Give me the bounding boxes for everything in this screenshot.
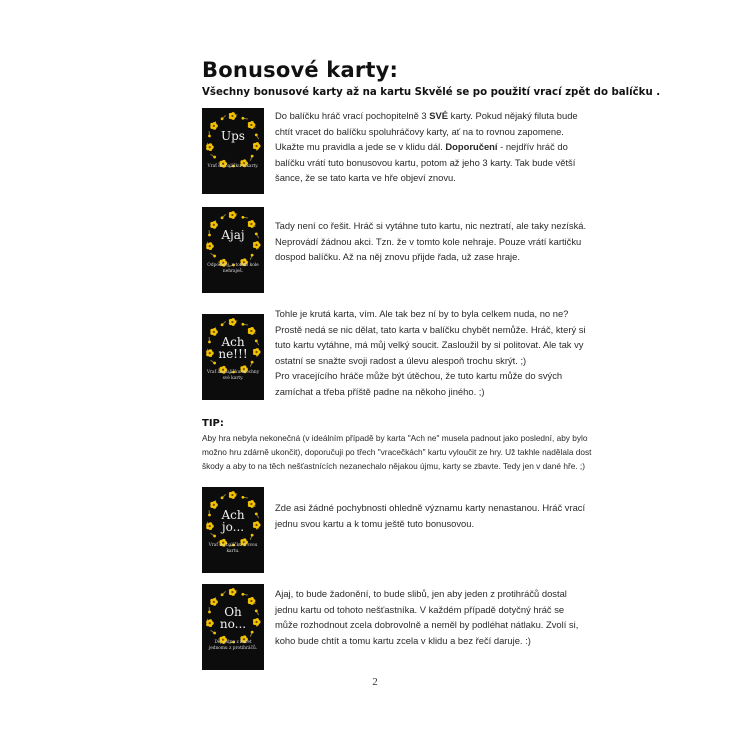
card-caption: Vrať do balíčku 4 karty. bbox=[207, 164, 259, 169]
bonus-card-ach-jo bbox=[202, 487, 264, 573]
paragraph: Tady není co řešit. Hráč si vytáhne tuto kartu, nic neztratí, ale taky nezíská. Neprovádí žádnou akci. Tzn. že v tomto kole nehraje. Pouze vrátí kartičku dospod balíčku. Až na něj znovu přijde řada, už zase hraje. bbox=[275, 220, 587, 263]
flower-wreath-icon bbox=[202, 207, 264, 293]
text-run: karty. Pokud nějaký filuta bude chtít vracet do balíčku spoluhráčovy karty, ať na to rovnou zapomene. Ukažte mu pravidla a jede se v klidu dál. bbox=[275, 110, 578, 153]
card-title: Ajaj bbox=[221, 228, 245, 242]
card-caption: Vrať do balíčku 1 svou kartu. bbox=[208, 543, 258, 554]
bonus-card-oh-no bbox=[202, 584, 264, 670]
page-number: 2 bbox=[372, 676, 378, 688]
text-run: - nejdřív hráč do balíčku vrátí tuto bonusovou kartu, potom až jeho 3 karty. Tak bude větší šance, že se tato karta ve hře objeví znovu. bbox=[275, 141, 576, 184]
text-run: Do balíčku hráč vrací pochopitelně 3 bbox=[275, 110, 430, 121]
tip-label: TIP: bbox=[202, 418, 224, 429]
card-title: Ach ne!!! bbox=[218, 335, 248, 361]
text-emphasis: Doporučení bbox=[445, 141, 498, 153]
card-caption: Vrať do balíčku všechny své karty. bbox=[206, 370, 260, 381]
paragraph: Pro vracejícího hráče může být útěchou, že tuto kartu může do svých zamíchat a třeba příště padne na někoho jiného. ;) bbox=[275, 370, 563, 397]
card-title: Oh no... bbox=[219, 605, 247, 631]
page-subtitle: Všechny bonusové karty až na kartu Skvělé se po použití vrací zpět do balíčku . bbox=[202, 87, 661, 98]
bonus-card-ups bbox=[202, 108, 264, 194]
text-emphasis: SVÉ bbox=[429, 110, 449, 121]
card-description-ach-ne bbox=[275, 306, 587, 400]
card-description-ach-jo bbox=[275, 500, 587, 531]
card-description-ups bbox=[275, 108, 587, 186]
paragraph: Tohle je krutá karta, vím. Ale tak bez ní by to byla celkem nuda, no ne? Prostě nedá se nic dělat, tato karta v balíčku chybět nemůže. Hráč, který si tuto kartu vytáhne, má můj velký soucit. Zasloužil by si politovat. Ale tak vy ostatní se snažte svoji radost a úlevu alespoň trochu skrýt. ;) bbox=[275, 308, 586, 366]
paragraph: Ajaj, to bude žadonění, to bude slibů, jen aby jeden z protihráčů dostal jednu kartu od tohoto nešťastníka. V každém případě dotyčný hráč se může rozhodnout zcela dobrovolně a neměl by podléhat nátlaku. Zvolí si, koho bude chtít a tomu kartu zcela v klidu a bez řečí daruje. :) bbox=[275, 588, 579, 646]
card-caption: Odpočívej, v tomto kole nehraješ. bbox=[207, 263, 259, 274]
paragraph: Zde asi žádné pochybnosti ohledně významu karty nenastanou. Hráč vrací jednu svou kartu a k tomu ještě tuto bonusovou. bbox=[275, 502, 586, 529]
card-description-ajaj bbox=[275, 218, 587, 265]
tip-text: Aby hra nebyla nekonečná (v ideálním případě by karta "Ach ne" musela padnout jako poslední, aby bylo možno hru zdárně ukončit), doporučuji po třech "vracečkách" kartu vyloučit ze hry. Už takhle nadělala dost škody a aby to na těch nešťastnících nezanechalo nějakou újmu, karty se zbavte. Tedy jen v dané hře. ;) bbox=[202, 433, 592, 471]
card-caption: Dej jednu z karet jednomu z protihráčů. bbox=[208, 640, 258, 651]
card-title: Ups bbox=[221, 129, 245, 143]
page-title: Bonusové karty: bbox=[202, 58, 399, 82]
card-title: Ach jo... bbox=[221, 508, 245, 534]
flower-wreath-icon bbox=[202, 108, 264, 194]
bonus-card-ach-ne bbox=[202, 314, 264, 400]
card-description-oh-no bbox=[275, 586, 587, 648]
bonus-card-ajaj bbox=[202, 207, 264, 293]
